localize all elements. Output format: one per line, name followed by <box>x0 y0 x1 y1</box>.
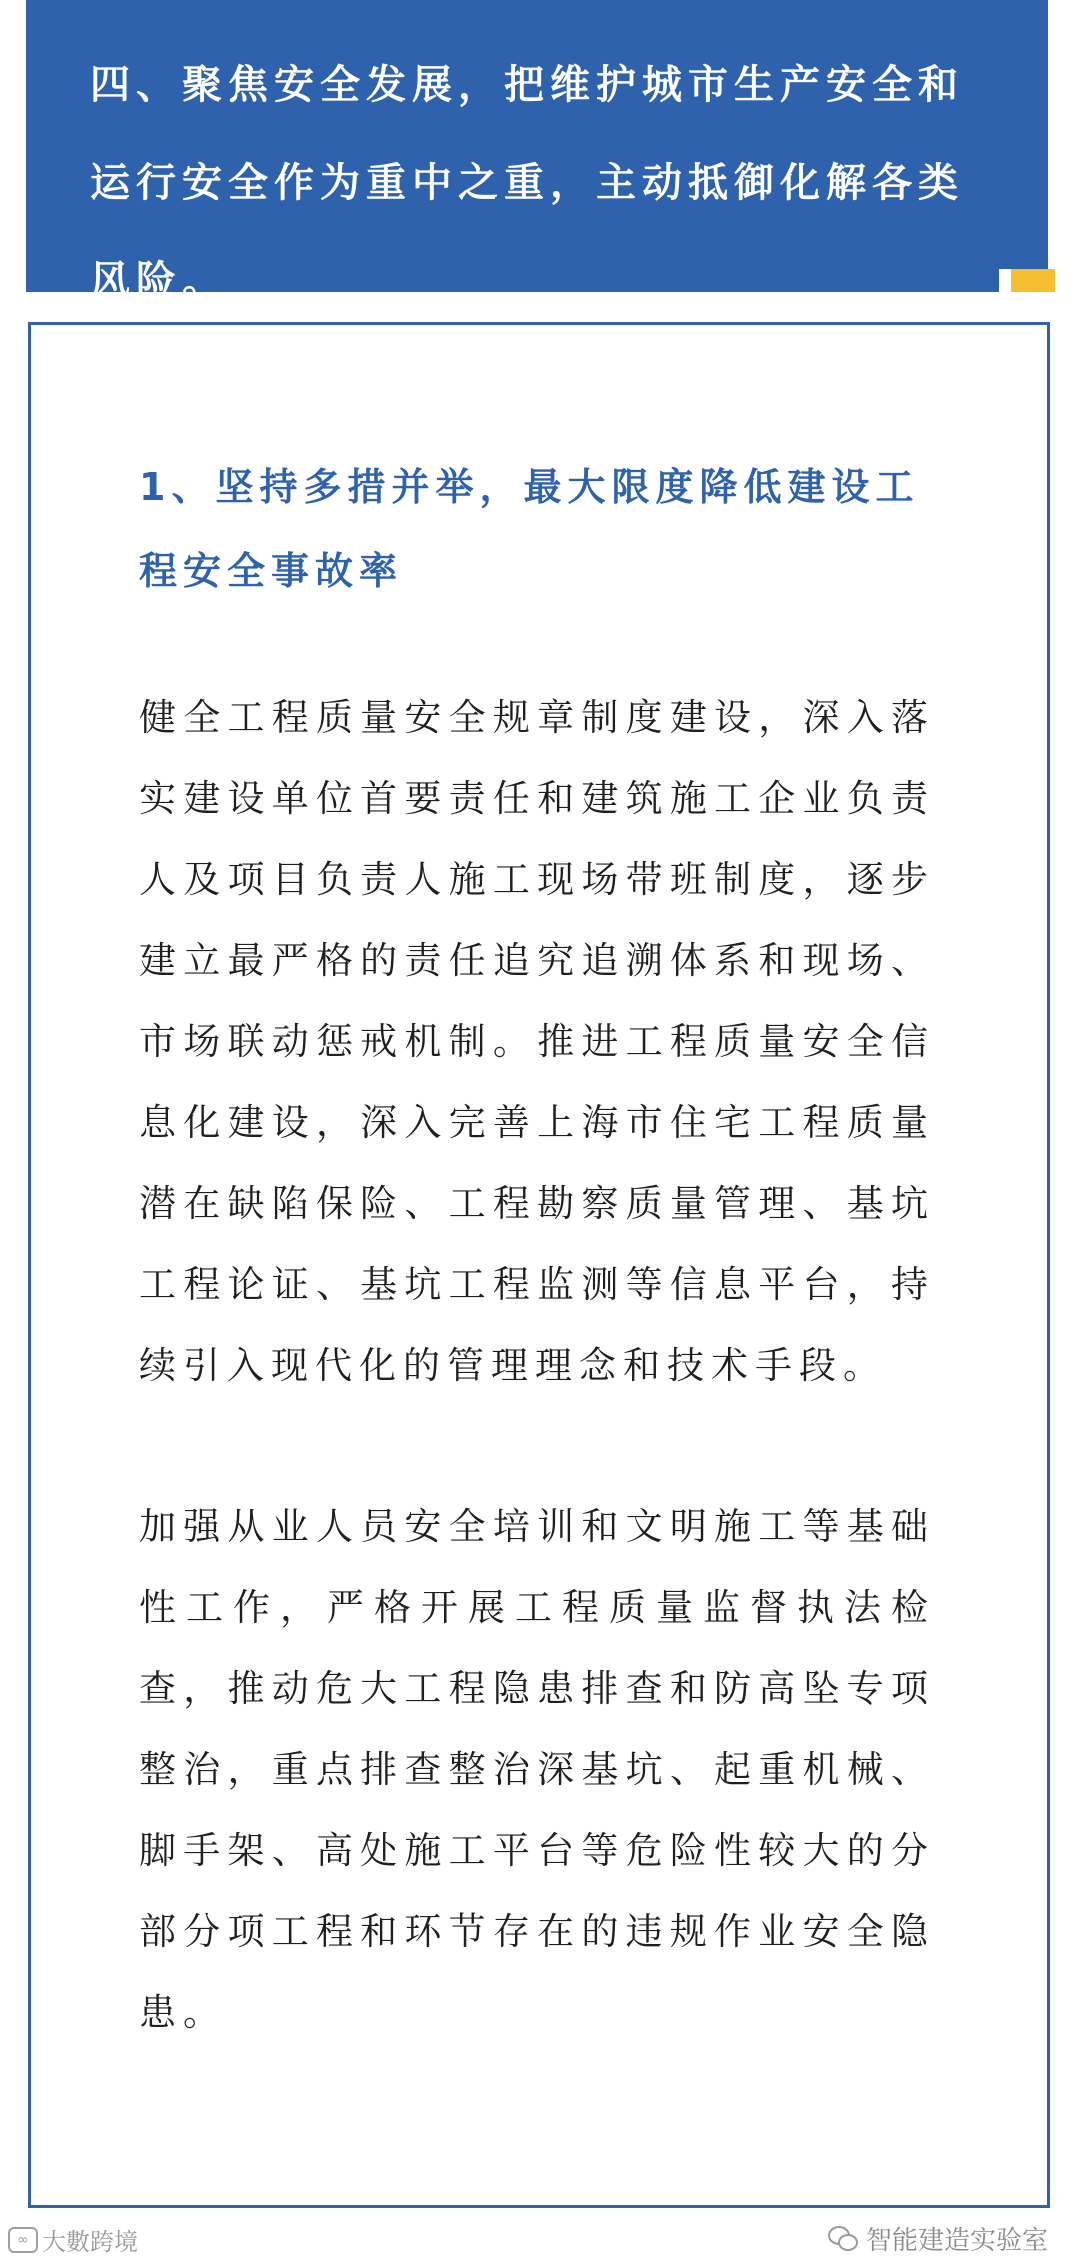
content-card <box>28 322 1050 2208</box>
paragraph-1: 健全工程质量安全规章制度建设，深入落实建设单位首要责任和建筑施工企业负责人及项目负责人施工现场带班制度，逐步建立最严格的责任追究追溯体系和现场、市场联动惩戒机制。推进工程质量安全信息化建设，深入完善上海市住宅工程质量潜在缺陷保险、工程勘察质量管理、基坑工程论证、基坑工程监测等信息平台，持续引入现代化的管理理念和技术手段。 <box>139 696 935 1387</box>
subsection-title: 1、坚持多措并举，最大限度降低建设工程安全事故率 <box>139 465 920 593</box>
wechat-icon <box>828 2226 858 2252</box>
watermark-left <box>8 2222 138 2257</box>
watermark-left-text: 大數跨境 <box>42 2228 138 2256</box>
logo-icon: ∞ <box>8 2227 38 2253</box>
section-header-banner <box>26 0 1048 304</box>
paragraph-2: 加强从业人员安全培训和文明施工等基础性工作，严格开展工程质量监督执法检查，推动危大工程隐患排查和防高坠专项整治，重点排查整治深基坑、起重机械、脚手架、高处施工平台等危险性较大的分部分项工程和环节存在的违规作业安全隐患。 <box>139 1505 935 2034</box>
watermark-right <box>828 2220 1048 2257</box>
header-accent-gap <box>999 269 1011 292</box>
watermark-right-text: 智能建造实验室 <box>865 2226 1048 2256</box>
section-header-title: 四、聚焦安全发展，把维护城市生产安全和运行安全作为重中之重，主动抵御化解各类风险。 <box>90 62 964 304</box>
header-accent-block <box>1011 269 1055 292</box>
